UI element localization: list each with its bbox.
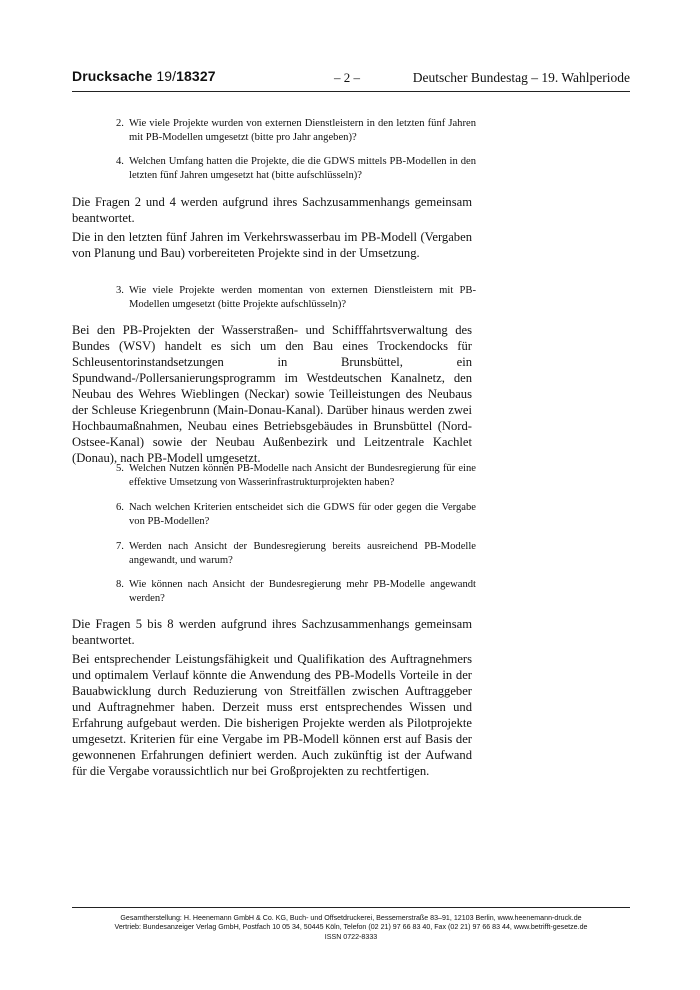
document-label: Drucksache [72,68,153,84]
page-number: – 2 – [334,70,360,85]
question-8 [116,578,476,606]
question-number: 6. [116,502,124,513]
question-text: Wie viele Projekte werden momentan von externen Dienstleistern mit PB-Modellen umgesetzt (bitte Projekte aufschlüsseln)? [129,285,476,310]
question-3 [116,284,476,312]
question-text: Welchen Umfang hatten die Projekte, die die GDWS mittels PB-Modellen in den letzten fünf Jahren umgesetzt hat (bitte aufschlüsseln)? [129,156,476,181]
question-number: 7. [116,541,124,552]
question-4 [116,155,476,183]
parliament-period: Deutscher Bundestag – 19. Wahlperiode [412,70,630,85]
page-header [72,68,630,90]
question-text: Welchen Nutzen können PB-Modelle nach Ansicht der Bundesregierung für eine effektive Umsetzung von Wasserinfrastrukturprojekten haben? [129,463,476,488]
question-number: 3. [116,285,124,296]
header-divider [72,91,630,92]
question-7 [116,540,476,568]
document-period: 19/ [156,68,177,84]
answer-2-4-intro: Die Fragen 2 und 4 werden aufgrund ihres Sachzusammenhangs gemeinsam beantwortet. [72,195,472,225]
imprint-printer: Gesamtherstellung: H. Heenemann GmbH & Co. KG, Buch- und Offsetdruckerei, Bessemerstraße 83–91, 12103 Berlin, www.heenemann-druck.de [120,914,582,922]
footer-divider [72,907,630,908]
question-text: Werden nach Ansicht der Bundesregierung bereits ausreichend PB-Modelle angewandt, und warum? [129,541,476,566]
imprint-footer [72,914,630,942]
question-text: Wie viele Projekte wurden von externen Dienstleistern in den letzten fünf Jahren mit PB-Modellen umgesetzt (bitte pro Jahr angeben)? [129,118,476,143]
question-text: Nach welchen Kriterien entscheidet sich die GDWS für oder gegen die Vergabe von PB-Modellen? [129,502,476,527]
question-number: 5. [116,463,124,474]
document-id: 18327 [176,68,216,84]
question-2 [116,117,476,145]
answer-5-8: Bei entsprechender Leistungsfähigkeit und Qualifikation des Auftragnehmers und optimalem Verlauf könnte die Anwendung des PB-Modells Vorteile in der Bauabwicklung durch Reduzierung von Streitfällen zwischen Auftraggeber und Auftragnehmer haben. Derzeit muss erst entsprechendes Wissen und Erfahrung aufgebaut werden. Die bisherigen Projekte werden als Pilotprojekte umgesetzt. Kriterien für eine Vergabe im PB-Modell können erst auf Basis der gewonnenen Erfahrungen definiert werden. Auch zukünftig ist der Aufwand für die Vergabe voraussichtlich nur bei Großprojekten zu rechtfertigen. [72,652,472,778]
answer-5-8-intro: Die Fragen 5 bis 8 werden aufgrund ihres Sachzusammenhangs gemeinsam beantwortet. [72,617,472,647]
question-text: Wie können nach Ansicht der Bundesregierung mehr PB-Modelle angewandt werden? [129,579,476,604]
question-number: 2. [116,118,124,129]
answer-3: Bei den PB-Projekten der Wasserstraßen- und Schifffahrtsverwaltung des Bundes (WSV) handelt es sich um den Bau eines Trockendocks für Schleusentorinstandsetzungen in Brunsbüttel, ein Spundwand-/Pollersanierungsprogramm im Westdeutschen Kanalnetz, den Neubau des Wehres Wieblingen (Neckar) sowie Teilleistungen des Neubaus der Schleuse Kriegenbrunn (Main-Donau-Kanal). Darüber hinaus werden zwei Hochbaumaßnahmen, Neubau eines Betriebsgebäudes in Brunsbüttel (Nord-Ostsee-Kanal) sowie der Neubau Außenbezirk und Leitzentrale Kachlet (Donau), nach PB-Modell umgesetzt. [72,323,472,465]
answer-2-4: Die in den letzten fünf Jahren im Verkehrswasserbau im PB-Modell (Vergaben von Planung und Bau) vorbereiteten Projekte sind in der Umsetzung. [72,230,472,260]
imprint-issn: ISSN 0722-8333 [324,932,378,941]
question-number: 4. [116,156,124,167]
question-number: 8. [116,579,124,590]
imprint-distribution: Vertrieb: Bundesanzeiger Verlag GmbH, Postfach 10 05 34, 50445 Köln, Telefon (02 21) 97 66 83 40, Fax (02 21) 97 66 83 44, www.betrifft-gesetze.de [114,923,588,932]
question-6 [116,501,476,529]
document-number [72,68,216,84]
question-5 [116,462,476,490]
